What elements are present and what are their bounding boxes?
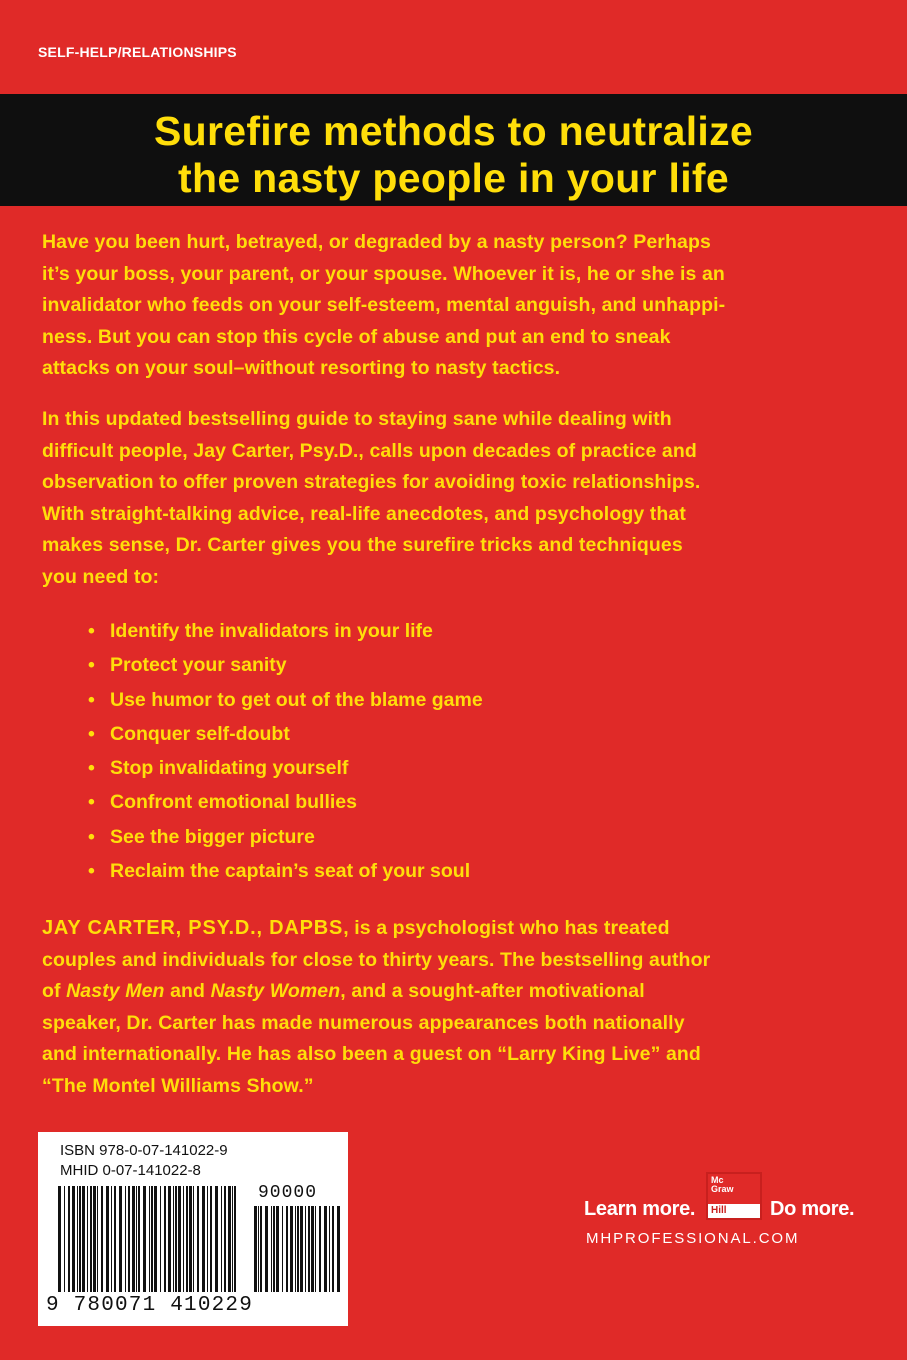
list-item-text: See the bigger picture <box>110 825 315 848</box>
logo-mcgraw: Mc Graw <box>708 1174 760 1204</box>
barcode-digits: 9 780071 410229 <box>46 1294 254 1317</box>
book-title: Nasty Women <box>210 980 341 1002</box>
text-line: it’s your boss, your parent, or your spouse. Whoever it is, he or she is an <box>42 262 725 285</box>
bullet-icon: • <box>88 722 95 745</box>
list-item-text: Protect your sanity <box>110 654 287 677</box>
list-item <box>88 717 483 751</box>
bullet-icon: • <box>88 757 95 780</box>
list-item-text: Conquer self-doubt <box>110 722 290 745</box>
list-item <box>88 614 483 648</box>
author-bio <box>42 913 872 1102</box>
guide-paragraph <box>42 404 872 593</box>
bullet-icon: • <box>88 791 95 814</box>
text-line <box>42 913 872 945</box>
mhid-label: MHID 0-07-141022-8 <box>60 1162 201 1179</box>
text-line: makes sense, Dr. Carter gives you the surefire tricks and techniques <box>42 534 683 556</box>
publisher-website: MHPROFESSIONAL.COM <box>586 1230 800 1247</box>
headline-line: Surefire methods to neutralize <box>153 108 754 154</box>
bio-text: , is a psychologist who has treated <box>343 917 670 939</box>
text-line <box>42 976 872 1008</box>
bullet-icon: • <box>88 688 95 711</box>
text-line: In this updated bestselling guide to staying sane while dealing with <box>42 408 672 430</box>
text-line: invalidator who feeds on your self-esteem, mental anguish, and unhappi- <box>42 294 726 316</box>
list-item <box>88 751 483 785</box>
headline <box>0 108 907 202</box>
text-line: “The Montel Williams Show.” <box>42 1074 314 1097</box>
text-line: couples and individuals for close to thirty years. The bestselling author <box>42 948 711 971</box>
list-item <box>88 648 483 682</box>
addon-barcode-icon <box>254 1206 340 1296</box>
book-title: Nasty Men <box>66 980 165 1002</box>
bio-text: and <box>164 980 211 1002</box>
bullet-icon: • <box>88 620 95 642</box>
text-line: and internationally. He has also been a guest on “Larry King Live” and <box>42 1043 701 1065</box>
isbn-label: ISBN 978-0-07-141022-9 <box>60 1142 228 1159</box>
list-item <box>88 820 483 854</box>
text-line: With straight-talking advice, real-life anecdotes, and psychology that <box>42 502 686 525</box>
text-line: attacks on your soul–without resorting to nasty tactics. <box>42 357 561 379</box>
text-line: Have you been hurt, betrayed, or degraded by a nasty person? Perhaps <box>42 231 711 253</box>
list-item <box>88 854 483 888</box>
list-item-text: Confront emotional bullies <box>110 791 357 814</box>
logo-hill: Hill <box>711 1205 727 1216</box>
bullet-icon: • <box>88 825 95 848</box>
bio-text: , and a sought-after motivational <box>340 980 645 1002</box>
text-line: difficult people, Jay Carter, Psy.D., calls upon decades of practice and <box>42 439 697 462</box>
text-line: observation to offer proven strategies for avoiding toxic relationships. <box>42 471 701 493</box>
list-item-text: Identify the invalidators in your life <box>110 620 433 642</box>
list-item <box>88 785 483 819</box>
barcode-icon <box>58 1186 240 1296</box>
tagline-do: Do more. <box>770 1198 855 1220</box>
list-item-text: Reclaim the captain’s seat of your soul <box>110 860 471 883</box>
author-name: JAY CARTER, PSY.D., DAPBS <box>42 917 344 939</box>
intro-paragraph <box>42 227 872 385</box>
list-item <box>88 683 483 717</box>
barcode-panel <box>38 1132 348 1326</box>
bullet-icon: • <box>88 860 95 883</box>
text-line: ness. But you can stop this cycle of abuse and put an end to sneak <box>42 325 671 348</box>
price-code: 90000 <box>258 1183 318 1203</box>
tagline-learn: Learn more. <box>584 1198 696 1220</box>
headline-line: the nasty people in your life <box>178 155 729 201</box>
headline-banner <box>0 94 907 206</box>
publisher-logo <box>706 1172 762 1220</box>
benefits-list <box>88 614 483 888</box>
bullet-icon: • <box>88 654 95 677</box>
list-item-text: Stop invalidating yourself <box>110 757 349 780</box>
text-line: you need to: <box>42 565 160 588</box>
bio-text: of <box>42 980 67 1002</box>
list-item-text: Use humor to get out of the blame game <box>110 688 483 711</box>
category-label: SELF-HELP/RELATIONSHIPS <box>38 44 237 60</box>
text-line: speaker, Dr. Carter has made numerous appearances both nationally <box>42 1011 685 1034</box>
